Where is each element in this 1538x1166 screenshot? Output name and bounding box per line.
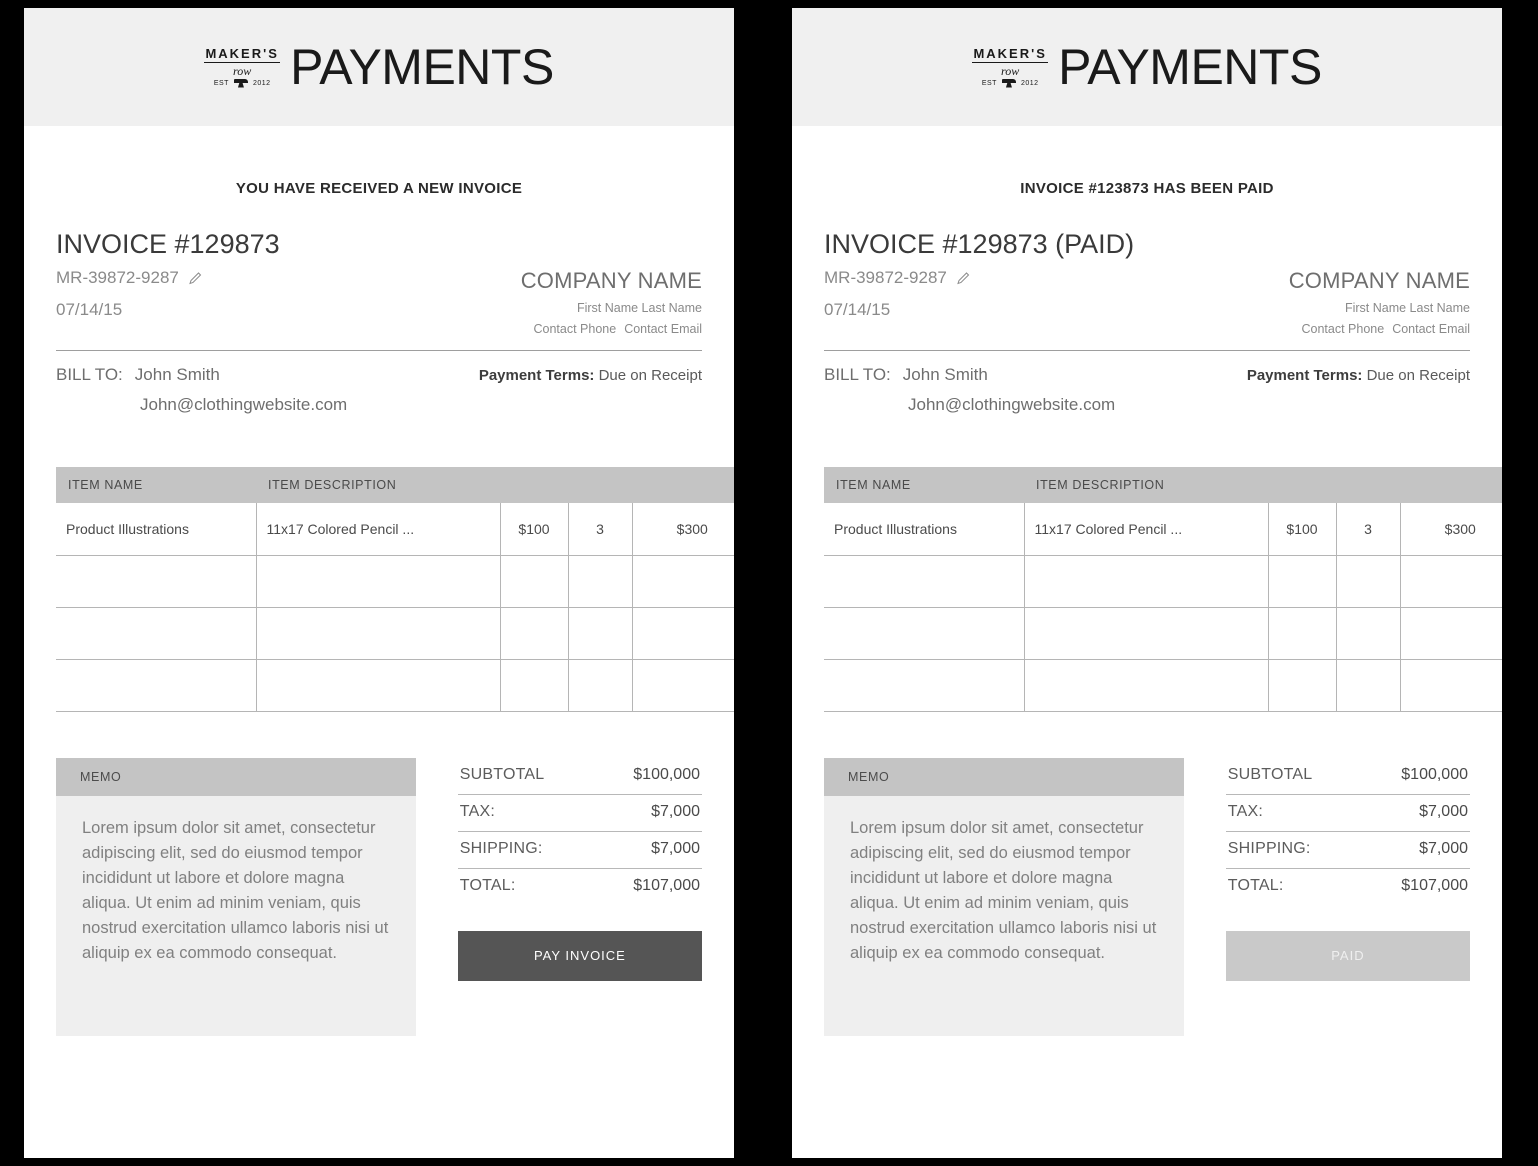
payment-terms-value: Due on Receipt: [598, 367, 702, 384]
tax-value: $7,000: [1419, 802, 1468, 820]
table-row: [824, 503, 1502, 555]
cell-item-name: Product Illustrations: [56, 503, 256, 555]
table-row: [56, 555, 734, 607]
totals-row-subtotal: [458, 758, 702, 795]
cell-quantity: 3: [568, 503, 632, 555]
invoice-meta: [56, 268, 702, 336]
bill-to-email: John@clothingwebsite.com: [908, 395, 1116, 414]
payments-wordmark: PAYMENTS: [1058, 39, 1322, 95]
email-body: [24, 180, 734, 1036]
po-number-row[interactable]: [56, 268, 202, 288]
table-header-row: [56, 467, 734, 503]
memo-label: MEMO: [824, 758, 1184, 796]
bill-to-name: John Smith: [902, 365, 988, 384]
cell-line-total: [632, 555, 734, 607]
line-items-head: [56, 467, 734, 503]
company-contact-line: [521, 322, 702, 336]
logo-est-row: [982, 79, 1039, 88]
bill-to-row: [824, 365, 1470, 415]
invoice-meta-right: [1289, 268, 1470, 336]
cell-line-total: [1400, 607, 1502, 659]
bill-to-block: [824, 365, 1115, 415]
tax-label: TAX:: [1227, 802, 1263, 820]
subtotal-value: $100,000: [1401, 765, 1468, 783]
invoice-date: 07/14/15: [824, 300, 891, 319]
shipping-value: $7,000: [1419, 839, 1468, 857]
cell-unit-price: $100: [500, 503, 568, 555]
pay-invoice-button[interactable]: PAY INVOICE: [458, 931, 702, 981]
cell-item-name: [56, 555, 256, 607]
total-label: TOTAL:: [459, 876, 516, 894]
line-items-body: [56, 503, 734, 711]
bill-to-row: [56, 365, 702, 415]
invoice-meta-right: [521, 268, 702, 336]
payments-wordmark: PAYMENTS: [290, 39, 554, 95]
bill-to-label: BILL TO:: [56, 365, 123, 384]
cell-item-description: 11x17 Colored Pencil ...: [1024, 503, 1268, 555]
status-notice: YOU HAVE RECEIVED A NEW INVOICE: [235, 180, 523, 197]
company-contact-email: Contact Email: [624, 322, 702, 336]
logo-line1: MAKER'S: [205, 45, 279, 61]
invoice-email-unpaid: [24, 8, 734, 1158]
th-item-description: ITEM DESCRIPTION: [256, 467, 500, 503]
cell-quantity: [1336, 607, 1400, 659]
cell-quantity: [568, 607, 632, 659]
logo-rule: [204, 62, 280, 63]
payment-terms: [1247, 367, 1470, 384]
totals-row-shipping: [458, 832, 702, 869]
cell-quantity: 3: [1336, 503, 1400, 555]
brand-lockup: [204, 38, 554, 96]
cell-quantity: [568, 555, 632, 607]
cell-unit-price: [500, 555, 568, 607]
company-contact-email: Contact Email: [1392, 322, 1470, 336]
bill-to-email: John@clothingwebsite.com: [140, 395, 348, 414]
company-name: COMPANY NAME: [520, 268, 702, 293]
table-row: [56, 503, 734, 555]
shipping-value: $7,000: [651, 839, 700, 857]
invoice-bottom: [824, 758, 1470, 1036]
cell-item-description: [1024, 659, 1268, 711]
logo-est: EST: [213, 79, 229, 87]
cell-unit-price: [1268, 555, 1336, 607]
anvil-icon: [1002, 79, 1016, 88]
cell-line-total: [1400, 555, 1502, 607]
company-contact-line: [1289, 322, 1470, 336]
invoice-email-paid: [792, 8, 1502, 1158]
th-item-name: ITEM NAME: [824, 467, 1024, 503]
cell-line-total: [632, 607, 734, 659]
cell-quantity: [1336, 659, 1400, 711]
cell-unit-price: [500, 659, 568, 711]
cell-item-description: [256, 555, 500, 607]
paid-button: PAID: [1226, 931, 1470, 981]
company-contact-phone: Contact Phone: [533, 322, 617, 336]
line-items-body: [824, 503, 1502, 711]
invoice-meta-left: [824, 268, 970, 320]
company-contact-name: First Name Last Name: [576, 301, 702, 315]
makers-row-logo-icon: [972, 47, 1048, 88]
cell-unit-price: [1268, 607, 1336, 659]
cell-item-description: [1024, 555, 1268, 607]
cell-unit-price: [500, 607, 568, 659]
company-contact-phone: Contact Phone: [1301, 322, 1385, 336]
logo-year: 2012: [1020, 79, 1039, 87]
totals-box: [458, 758, 702, 981]
totals-row-total: [458, 869, 702, 905]
table-row: [824, 555, 1502, 607]
anvil-icon: [234, 79, 248, 88]
cell-item-description: [256, 659, 500, 711]
totals-box: [1226, 758, 1470, 981]
cell-unit-price: [1268, 659, 1336, 711]
th-unit-price: [1268, 467, 1336, 503]
payment-terms: [479, 367, 702, 384]
invoice-meta-left: [56, 268, 202, 320]
logo-est-row: [214, 79, 271, 88]
memo-text: Lorem ipsum dolor sit amet, consectetur adipiscing elit, sed do eiusmod tempor incididunt ut labore et dolore magna aliqua. Ut enim ad minim veniam, quis nostrud exercitation ullamco laboris nisi ut aliquip ex ea commodo consequat.: [824, 796, 1184, 1036]
totals-row-subtotal: [1226, 758, 1470, 795]
line-items-table: [824, 467, 1502, 712]
cell-line-total: $300: [1400, 503, 1502, 555]
totals-row-total: [1226, 869, 1470, 905]
cell-item-name: Product Illustrations: [824, 503, 1024, 555]
th-quantity: [1336, 467, 1400, 503]
po-number: MR-39872-9287: [824, 268, 947, 287]
tax-label: TAX:: [459, 802, 495, 820]
subtotal-label: SUBTOTAL: [1227, 765, 1313, 783]
th-item-name: ITEM NAME: [56, 467, 256, 503]
payment-terms-label: Payment Terms:: [478, 367, 595, 384]
invoice-title: INVOICE #129873: [56, 229, 280, 259]
logo-line2: row: [233, 63, 252, 78]
payment-terms-label: Payment Terms:: [1246, 367, 1363, 384]
divider: [824, 350, 1470, 351]
totals-row-tax: [458, 795, 702, 832]
bill-to-block: [56, 365, 347, 415]
line-items-table: [56, 467, 734, 712]
table-header-row: [824, 467, 1502, 503]
th-unit-price: [500, 467, 568, 503]
cell-line-total: [632, 659, 734, 711]
edit-pencil-icon[interactable]: [189, 272, 202, 285]
divider: [56, 350, 702, 351]
table-row: [824, 607, 1502, 659]
total-value: $107,000: [1401, 876, 1468, 894]
logo-line1: MAKER'S: [973, 45, 1047, 61]
th-line-total: [632, 467, 734, 503]
totals-row-tax: [1226, 795, 1470, 832]
invoice-title: INVOICE #129873 (PAID): [824, 229, 1135, 259]
company-contact-name: First Name Last Name: [1344, 301, 1470, 315]
totals-row-shipping: [1226, 832, 1470, 869]
logo-year: 2012: [252, 79, 271, 87]
cell-item-description: [1024, 607, 1268, 659]
payment-terms-value: Due on Receipt: [1366, 367, 1470, 384]
table-row: [824, 659, 1502, 711]
logo-line2: row: [1001, 63, 1020, 78]
tax-value: $7,000: [651, 802, 700, 820]
edit-pencil-icon[interactable]: [957, 272, 970, 285]
invoice-bottom: [56, 758, 702, 1036]
bill-to-label: BILL TO:: [824, 365, 891, 384]
logo-rule: [972, 62, 1048, 63]
bill-to-name: John Smith: [134, 365, 220, 384]
makers-row-logo-icon: [204, 47, 280, 88]
brand-lockup: [972, 38, 1322, 96]
line-items-head: [824, 467, 1502, 503]
shipping-label: SHIPPING:: [1227, 839, 1311, 857]
memo-label: MEMO: [56, 758, 416, 796]
th-quantity: [568, 467, 632, 503]
cell-unit-price: $100: [1268, 503, 1336, 555]
cell-quantity: [568, 659, 632, 711]
cell-item-description: [256, 607, 500, 659]
invoice-date: 07/14/15: [56, 300, 123, 319]
th-item-description: ITEM DESCRIPTION: [1024, 467, 1268, 503]
po-number: MR-39872-9287: [56, 268, 179, 287]
cell-line-total: [1400, 659, 1502, 711]
logo-est: EST: [981, 79, 997, 87]
memo-box: [56, 758, 416, 1036]
email-header: [24, 8, 734, 126]
email-header: [792, 8, 1502, 126]
po-number-row[interactable]: [824, 268, 970, 288]
status-notice: INVOICE #123873 HAS BEEN PAID: [1020, 180, 1274, 197]
subtotal-value: $100,000: [633, 765, 700, 783]
cell-line-total: $300: [632, 503, 734, 555]
cell-item-name: [56, 607, 256, 659]
cell-item-name: [56, 659, 256, 711]
table-row: [56, 607, 734, 659]
total-value: $107,000: [633, 876, 700, 894]
shipping-label: SHIPPING:: [459, 839, 543, 857]
th-line-total: [1400, 467, 1502, 503]
subtotal-label: SUBTOTAL: [459, 765, 545, 783]
memo-box: [824, 758, 1184, 1036]
cell-item-name: [824, 607, 1024, 659]
cell-item-name: [824, 555, 1024, 607]
invoice-meta: [824, 268, 1470, 336]
cell-item-description: 11x17 Colored Pencil ...: [256, 503, 500, 555]
table-row: [56, 659, 734, 711]
total-label: TOTAL:: [1227, 876, 1284, 894]
email-body: [792, 180, 1502, 1036]
cell-quantity: [1336, 555, 1400, 607]
cell-item-name: [824, 659, 1024, 711]
company-name: COMPANY NAME: [1288, 268, 1470, 293]
memo-text: Lorem ipsum dolor sit amet, consectetur adipiscing elit, sed do eiusmod tempor incididunt ut labore et dolore magna aliqua. Ut enim ad minim veniam, quis nostrud exercitation ullamco laboris nisi ut aliquip ex ea commodo consequat.: [56, 796, 416, 1036]
